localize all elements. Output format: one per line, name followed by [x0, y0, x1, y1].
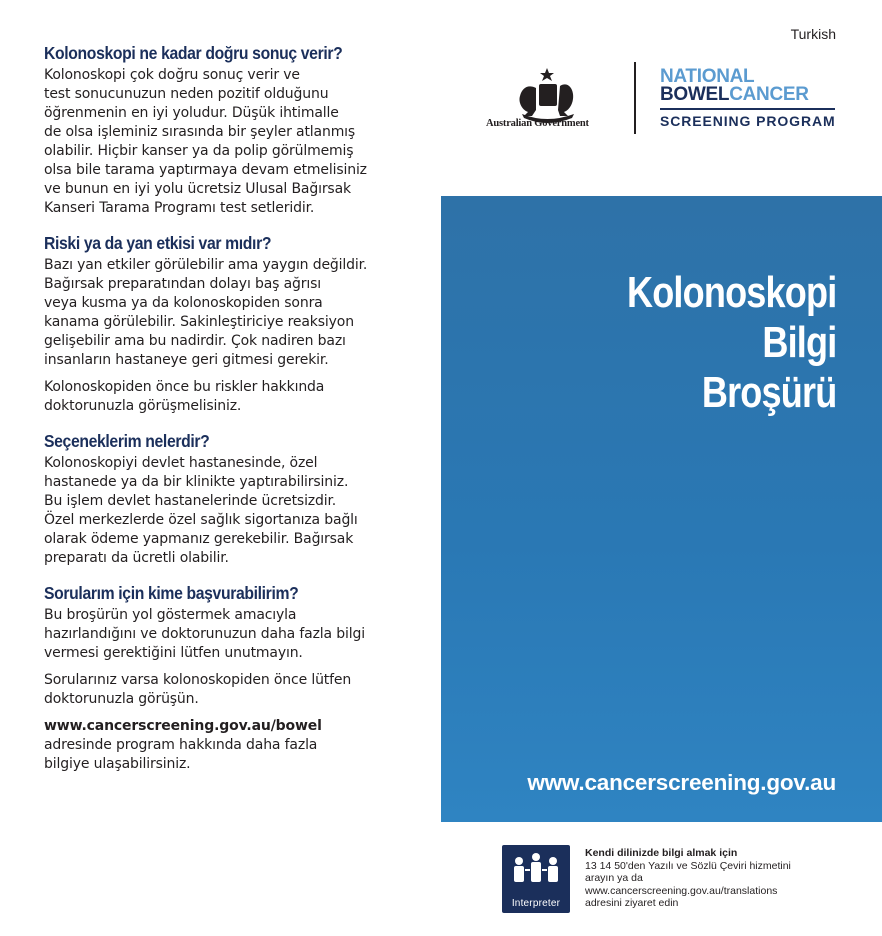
program-logo-cancer: CANCER	[729, 84, 809, 105]
section-options	[44, 430, 404, 568]
interpreter-icon	[502, 845, 570, 913]
interpreter-line: 13 14 50'den Yazılı ve Sözlü Çeviri hizmetini	[585, 859, 791, 872]
language-label: Turkish	[790, 26, 836, 42]
interpreter-icon-label: Interpreter	[511, 898, 561, 909]
cover-title	[581, 268, 836, 418]
program-logo	[660, 68, 836, 129]
program-link-paragraph	[44, 717, 404, 774]
section-paragraph: Kolonoskopiden önce bu riskler hakkında doktorunuzla görüşmelisiniz.	[44, 379, 325, 414]
section-paragraph: Bu broşürün yol göstermek amacıyla hazırlandığını ve doktorunuzun daha fazla bilgi vermesi gerektiğini lütfen unutmayın.	[44, 607, 365, 661]
cover-title-line: Kolonoskopi	[626, 268, 836, 317]
interpreter-heading: Kendi dilinizde bilgi almak için	[585, 847, 738, 859]
section-paragraph: Bazı yan etkiler görülebilir ama yaygın değildir. Bağırsak preparatından dolayı baş ağrısı veya kusma ya da kolonoskopiden sonra kanama görülebilir. Sakinleştiriciye reaksiyon gelişebilir ama bu nadirdir. Çok nadiren bazı insanların hastaneye geri gitmesi gerekir.	[44, 257, 368, 368]
program-logo-line2	[660, 86, 836, 104]
gov-name: Australian Government	[486, 118, 589, 129]
section-paragraph: Kolonoskopi çok doğru sonuç verir ve test sonucunuzun neden pozitif olduğunu öğrenmenin en iyi yoludur. Düşük ihtimalle de olsa işleminiz sırasında bir şeyler atlanmış olabilir. Hiçbir kanser ya da polip görülmemiş olsa bile tarama yaptırmaya devam etmelisiniz ve bunun en iyi yolu ücretsiz Ulusal Bağırsak Kanseri Tarama Programı test setleridir.	[44, 67, 367, 216]
interpreter-line: arayın ya da	[585, 872, 643, 884]
program-link-text: adresinde program hakkında daha fazla bilgiye ulaşabilirsiniz.	[44, 737, 318, 772]
left-column	[44, 42, 404, 788]
section-paragraph: Kolonoskopiyi devlet hastanesinde, özel hastanede ya da bir klinikte yaptırabilirsiniz. Bu işlem devlet hastanelerinde ücretsizdir. Özel merkezlerde özel sağlık sigortanıza bağlı olarak ödeme yapmanız gerekebilir. Bağırsak preparatı da ücretli olabilir.	[44, 455, 358, 566]
interpreter-figures-icon	[502, 845, 570, 895]
header-divider	[634, 62, 636, 134]
interpreter-link[interactable]: www.cancerscreening.gov.au/translations	[585, 884, 778, 897]
program-link[interactable]: www.cancerscreening.gov.au/bowel	[44, 718, 322, 734]
section-heading: Riski ya da yan etkisi var mıdır?	[44, 233, 272, 253]
section-paragraph: Sorularınız varsa kolonoskopiden önce lütfen doktorunuzla görüşün.	[44, 672, 352, 707]
program-logo-line1: NATIONAL	[660, 66, 755, 87]
interpreter-info	[585, 847, 791, 910]
program-logo-bowel: BOWEL	[660, 84, 730, 105]
section-heading: Seçeneklerim nelerdir?	[44, 431, 210, 451]
cover-title-line: Broşürü	[701, 368, 836, 417]
section-heading: Sorularım için kime başvurabilirim?	[44, 583, 299, 603]
section-heading: Kolonoskopi ne kadar doğru sonuç verir?	[44, 43, 343, 63]
cover-title-line: Bilgi	[761, 318, 836, 367]
section-risks	[44, 232, 404, 416]
interpreter-line: adresini ziyaret edin	[585, 897, 679, 909]
section-accuracy	[44, 42, 404, 218]
program-logo-line3: SCREENING PROGRAM	[660, 113, 836, 129]
section-contact	[44, 582, 404, 774]
program-logo-rule	[660, 108, 835, 110]
cover-url-link[interactable]: www.cancerscreening.gov.au	[527, 770, 836, 795]
